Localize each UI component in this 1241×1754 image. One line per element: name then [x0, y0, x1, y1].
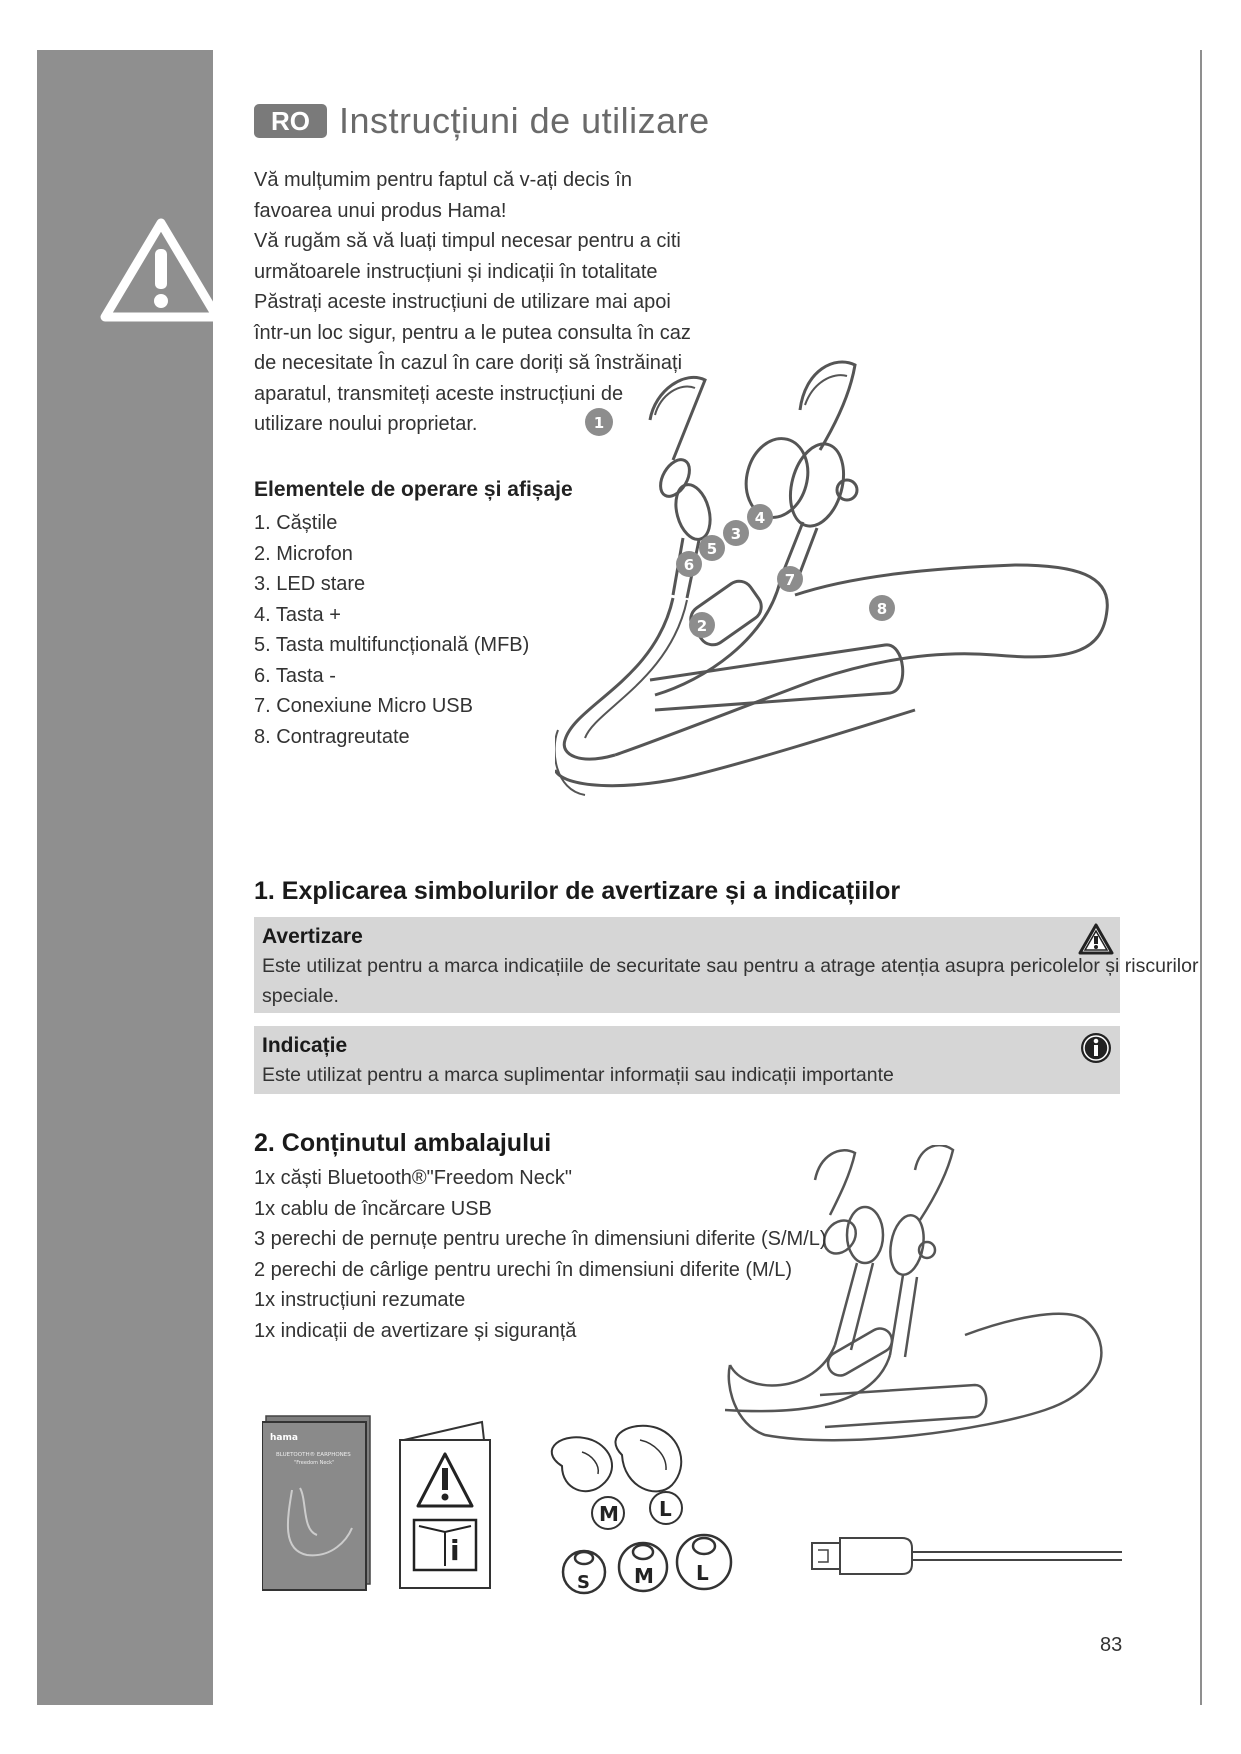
- warning-text: Este utilizat pentru a marca indicațiile de securitate sau pentru a atrage atenția asupra pericolelor și riscurilor speciale.: [262, 955, 1199, 1007]
- list-item: 5. Tasta multifuncțională (MFB): [254, 634, 530, 656]
- info-notice: [254, 1026, 1120, 1094]
- intro-line: Păstrați aceste instrucțiuni de utilizare mai apoi: [254, 291, 671, 313]
- language-tag: RO: [254, 104, 327, 138]
- callout-markers: [585, 408, 895, 638]
- svg-text:S: S: [577, 1572, 590, 1593]
- svg-text:"Freedom Neck": "Freedom Neck": [294, 1460, 335, 1466]
- warning-notice: [254, 917, 1199, 1013]
- elements-heading: Elementele de operare și afișaje: [254, 478, 573, 501]
- svg-text:M: M: [634, 1564, 654, 1588]
- section-1-heading: 1. Explicarea simbolurilor de avertizare și a indicațiilor: [254, 877, 901, 905]
- list-item: 2 perechi de cârlige pentru urechi în dimensiuni diferite (M/L): [254, 1258, 793, 1281]
- right-margin-rule: [1200, 50, 1202, 1705]
- info-text: Este utilizat pentru a marca suplimentar informații sau indicații importante: [262, 1064, 894, 1086]
- list-item: 1x instrucțiuni rezumate: [254, 1289, 466, 1311]
- ear-hooks: [552, 1426, 682, 1529]
- svg-text:3: 3: [730, 525, 742, 543]
- info-heading: Indicație: [262, 1034, 348, 1057]
- package-contents-list: [254, 1163, 827, 1346]
- sidebar-band: [37, 50, 213, 1705]
- list-item: 4. Tasta +: [254, 603, 341, 626]
- list-item: 3 perechi de pernuțe pentru ureche în dimensiuni diferite (S/M/L): [254, 1228, 827, 1250]
- elements-list: [254, 508, 529, 752]
- svg-text:5: 5: [706, 540, 718, 558]
- warning-heading: Avertizare: [262, 925, 363, 948]
- list-item: 8. Contragreutate: [254, 725, 410, 748]
- info-icon: [1078, 1031, 1114, 1065]
- list-item: 1x indicații de avertizare și siguranță: [254, 1319, 577, 1342]
- warning-triangle-icon: [1078, 922, 1114, 956]
- usb-charging-cable: [812, 1538, 1122, 1574]
- list-item: 1. Căștile: [254, 512, 338, 534]
- svg-text:hama: hama: [270, 1433, 298, 1443]
- quick-guide-booklet: [262, 1416, 370, 1590]
- page-title: Instrucțiuni de utilizare: [339, 100, 710, 141]
- svg-text:2: 2: [696, 617, 708, 635]
- warning-triangle-icon: [99, 215, 224, 325]
- intro-line: utilizare noului proprietar.: [254, 413, 478, 435]
- list-item: 3. LED stare: [254, 573, 366, 595]
- svg-text:L: L: [659, 1497, 672, 1521]
- intro-line: într-un loc sigur, pentru a le putea consulta în caz: [254, 321, 691, 344]
- svg-text:M: M: [599, 1502, 619, 1526]
- svg-text:6: 6: [683, 556, 695, 574]
- package-items-illustration: [262, 1410, 1142, 1595]
- list-item: 6. Tasta -: [254, 664, 336, 687]
- intro-line: Vă rugăm să vă luați timpul necesar pentru a citi: [254, 230, 681, 252]
- page-number: 83: [1100, 1634, 1123, 1656]
- svg-text:8: 8: [876, 600, 888, 618]
- svg-text:7: 7: [784, 571, 796, 589]
- headphones-diagram: [555, 350, 1145, 810]
- svg-text:L: L: [696, 1561, 709, 1585]
- svg-text:4: 4: [754, 509, 766, 527]
- intro-line: favoarea unui produs Hama!: [254, 199, 507, 222]
- list-item: 1x cablu de încărcare USB: [254, 1197, 492, 1220]
- safety-booklet: [400, 1422, 490, 1588]
- ear-tips: [563, 1535, 731, 1593]
- list-item: 7. Conexiune Micro USB: [254, 695, 473, 717]
- section-2-heading: 2. Conținutul ambalajului: [254, 1129, 552, 1157]
- svg-text:1: 1: [593, 414, 605, 432]
- list-item: 2. Microfon: [254, 542, 353, 565]
- svg-text:BLUETOOTH® EARPHONES: BLUETOOTH® EARPHONES: [276, 1452, 351, 1458]
- intro-line: aparatul, transmiteți aceste instrucțiuni de: [254, 382, 624, 405]
- intro-line: următoarele instrucțiuni și indicații în totalitate: [254, 260, 658, 283]
- intro-line: Vă mulțumim pentru faptul că v-ați decis în: [254, 169, 632, 191]
- list-item: 1x căști Bluetooth®"Freedom Neck": [254, 1167, 572, 1189]
- intro-line: de necesitate În cazul în care doriți să înstrăinați: [254, 352, 683, 374]
- svg-text:i: i: [450, 1534, 460, 1567]
- page-header: [254, 100, 710, 142]
